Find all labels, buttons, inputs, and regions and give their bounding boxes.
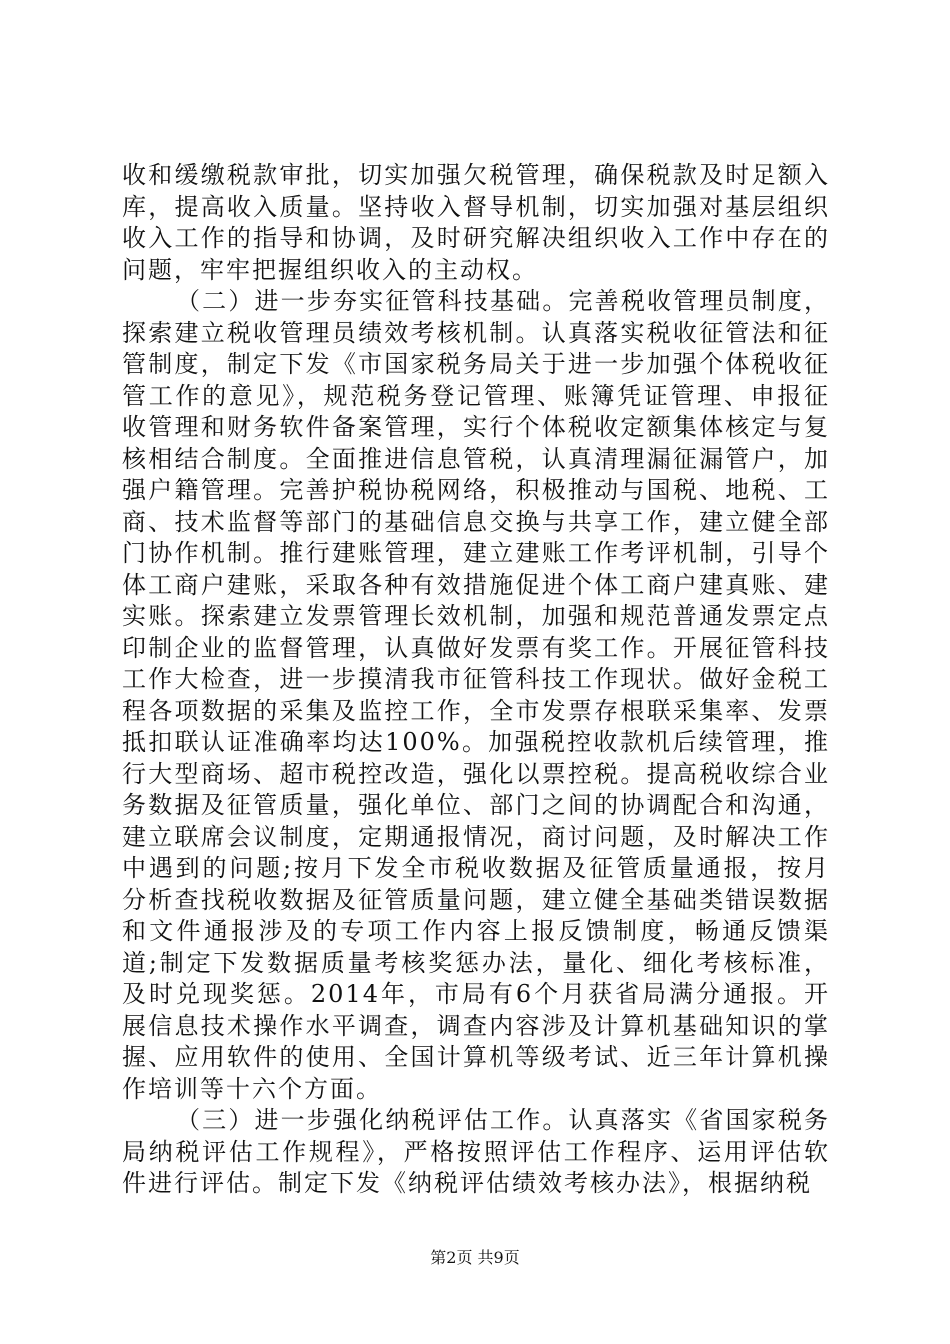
page-number-footer: 第2页 共9页 (430, 1248, 520, 1267)
document-body (122, 160, 830, 1200)
paragraph-continued: 收和缓缴税款审批，切实加强欠税管理，确保税款及时足额入库，提高收入质量。坚持收入督导机制，切实加强对基层组织收入工作的指导和协调，及时研究解决组织收入工作中存在的问题，牢牢把握组织收入的主动权。 (122, 161, 830, 284)
paragraph-section-two: （二）进一步夯实征管科技基础。完善税收管理员制度，探索建立税收管理员绩效考核机制。认真落实税收征管法和征管制度，制定下发《市国家税务局关于进一步加强个体税收征管工作的意见》，规范税务登记管理、账簿凭证管理、申报征收管理和财务软件备案管理，实行个体税收定额集体核定与复核相结合制度。全面推进信息管税，认真清理漏征漏管户，加强户籍管理。完善护税协税网络，积极推动与国税、地税、工商、技术监督等部门的基础信息交换与共享工作，建立健全部门协作机制。推行建账管理，建立建账工作考评机制，引导个体工商户建账，采取各种有效措施促进个体工商户建真账、建实账。探索建立发票管理长效机制，加强和规范普通发票定点印制企业的监督管理，认真做好发票有奖工作。开展征管科技工作大检查，进一步摸清我市征管科技工作现状。做好金税工程各项数据的采集及监控工作，全市发票存根联采集率、发票抵扣联认证准确率均达100%。加强税控收款机后续管理，推行大型商场、超市税控改造，强化以票控税。提高税收综合业务数据及征管质量，强化单位、部门之间的协调配合和沟通，建立联席会议制度，定期通报情况，商讨问题，及时解决工作中遇到的问题;按月下发全市税收数据及征管质量通报，按月分析查找税收数据及征管质量问题，建立健全基础类错误数据和文件通报涉及的专项工作内容上报反馈制度，畅通反馈渠道;制定下发数据质量考核奖惩办法，量化、细化考核标准，及时兑现奖惩。2014年，市局有6个月获省局满分通报。开展信息技术操作水平调查，调查内容涉及计算机基础知识的掌握、应用软件的使用、全国计算机等级考试、近三年计算机操作培训等十六个方面。 (122, 287, 830, 1103)
paragraph-section-three: （三）进一步强化纳税评估工作。认真落实《省国家税务局纳税评估工作规程》，严格按照评估工作程序、运用评估软件进行评估。制定下发《纳税评估绩效考核办法》，根据纳税 (122, 1106, 830, 1197)
